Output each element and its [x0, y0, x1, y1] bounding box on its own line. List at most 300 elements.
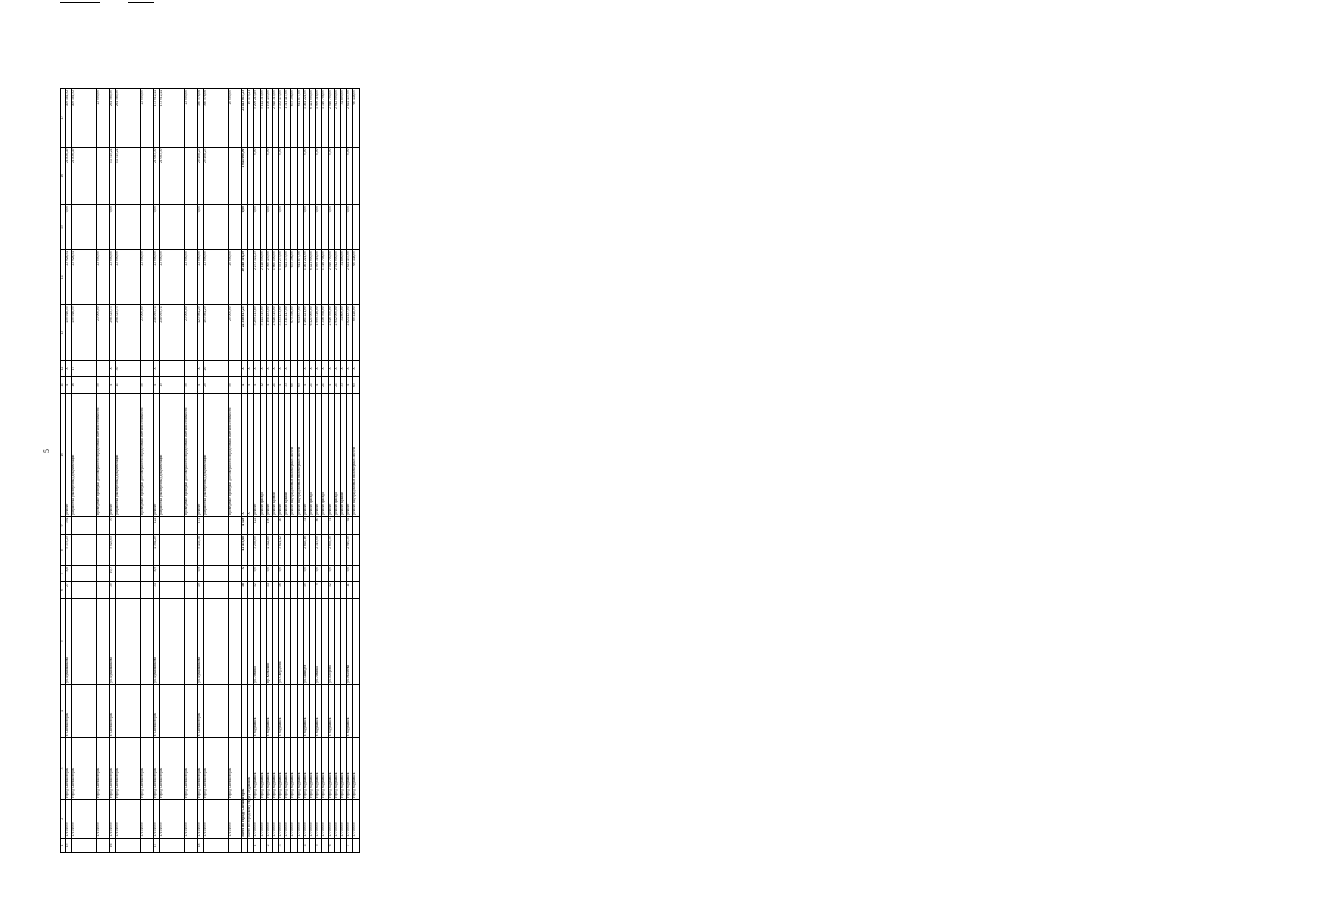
table-cell: 21: [334, 377, 340, 393]
table-cell: ремонт: [316, 393, 322, 516]
table-cell: 0,00: [316, 204, 322, 249]
table-cell: г. Снежногорск: [197, 684, 203, 737]
table-cell: 2 946 700,00: [328, 305, 334, 360]
table-cell: X: [328, 360, 334, 376]
table-cell: 23 000,00: [153, 250, 159, 305]
table-cell: X: [241, 360, 247, 376]
table-cell: 0,00: [153, 204, 159, 249]
table-cell: город Мурманск: [266, 738, 272, 800]
table-cell: 20 408,23: [203, 147, 228, 204]
table-cell: 0,00: [241, 204, 247, 249]
table-cell: 2 910,30: [347, 535, 353, 566]
table-cell: 2 912 000,00: [334, 89, 340, 148]
table-cell: 17705000: [291, 799, 297, 838]
column-number-header: 5: [61, 598, 66, 684]
table-cell: X: [353, 360, 359, 376]
table-cell: 5 209 213,89: [254, 305, 260, 360]
table-cell: 4 392,20: [153, 535, 159, 566]
table-cell: ремонт: [65, 393, 71, 516]
table-cell: 0,00: [266, 147, 272, 204]
table-cell: ремонт: [266, 393, 272, 516]
table-cell: [228, 516, 241, 534]
table-cell: 9,0: [266, 565, 272, 581]
table-cell: 30: [115, 360, 140, 376]
table-cell: 1 311 417,00: [285, 305, 291, 360]
column-number-header: 14: [61, 250, 66, 305]
table-cell: 100: [266, 516, 272, 534]
table-cell: 172: [197, 516, 203, 534]
table-cell: 3 255,00: [254, 535, 260, 566]
table-cell: 17705000: [297, 799, 303, 838]
table-cell: ул. Егорова: [328, 598, 334, 684]
table-cell: 6: [328, 838, 334, 852]
table-cell: X: [241, 393, 247, 516]
table-cell: 23 000,00: [184, 305, 197, 360]
table-cell: 1: [254, 838, 260, 852]
table-cell: ремонт: [109, 393, 115, 516]
table-cell: [159, 360, 184, 376]
table-cell: X: [109, 360, 115, 376]
table-cell: 21: [272, 377, 278, 393]
table-cell: 122: [153, 516, 159, 534]
table-cell: 0,00: [303, 147, 309, 204]
table-cell: [140, 598, 153, 684]
table-cell: 17: [153, 838, 159, 852]
repair-program-table: [60, 88, 360, 853]
table-cell: ремонт фасада: [322, 393, 328, 516]
table-cell: 50: [96, 377, 109, 393]
table-cell: 50: [228, 377, 241, 393]
table-cell: 9,0: [328, 565, 334, 581]
table-cell: ремонт фасада: [334, 393, 340, 516]
table-cell: [184, 565, 197, 581]
table-cell: X: [266, 377, 272, 393]
table-cell: ремонт: [328, 393, 334, 516]
table-cell: 2 948 315,00: [272, 89, 278, 148]
table-cell: 17705000: [279, 799, 285, 838]
table-cell: 12: [254, 582, 260, 598]
table-cell: ул. Шмидта: [303, 598, 309, 684]
table-cell: ул. Бумажникова: [109, 598, 115, 684]
table-cell: 70: [109, 516, 115, 534]
table-cell: 360 576,06: [203, 89, 228, 148]
table-cell: [184, 684, 197, 737]
column-number-header: 13: [61, 305, 66, 360]
table-cell: 23 000,00: [140, 250, 153, 305]
table-cell: 11: [115, 377, 140, 393]
table-cell: 4: [303, 838, 309, 852]
table-cell: город Мурманск: [254, 738, 260, 800]
table-cell: город Мурманск: [347, 738, 353, 800]
table-cell: г. Снежногорск: [109, 684, 115, 737]
table-cell: 23 000,00: [159, 250, 184, 305]
table-cell: 0,00: [266, 204, 272, 249]
table-cell: [115, 565, 140, 581]
table-cell: город Мурманск: [260, 738, 266, 800]
table-cell: [228, 582, 241, 598]
table-cell: 9,0: [347, 565, 353, 581]
page-number: 5: [42, 449, 51, 453]
table-cell: 0,00: [303, 204, 309, 249]
table-cell: [140, 838, 153, 852]
column-number-header: 2: [61, 799, 66, 838]
table-cell: 20 000,00: [228, 250, 241, 305]
table-cell: ремонт внутридомовых инженерных систем: [291, 393, 297, 516]
document-page: [0, 0, 640, 905]
table-cell: 405 181,52: [65, 89, 71, 148]
table-cell: ремонт: [303, 393, 309, 516]
table-cell: 14 745,24: [115, 147, 140, 204]
table-cell: ул. Ленина: [316, 598, 322, 684]
table-cell: X: [303, 377, 309, 393]
table-cell: [203, 204, 228, 249]
table-cell: [184, 204, 197, 249]
table-cell: 21 083,30: [153, 147, 159, 204]
table-cell: ремонт: [254, 393, 260, 516]
table-cell: город Мурманск: [340, 738, 346, 800]
table-cell: 2 912 000,00: [334, 305, 340, 360]
table-cell: г. Мурманск: [328, 684, 334, 737]
table-cell: 261 580,50: [115, 89, 140, 148]
table-cell: [228, 838, 241, 852]
table-cell: 3 333 473,00: [279, 89, 285, 148]
table-cell: [184, 535, 197, 566]
table-cell: [353, 582, 359, 598]
table-cell: 34 800,00: [340, 305, 346, 360]
table-cell: 0,00: [109, 204, 115, 249]
table-cell: город Снежногорск: [65, 738, 71, 800]
table-cell: 23 000,00: [184, 250, 197, 305]
table-cell: 298 325,73: [109, 305, 115, 360]
table-cell: [96, 360, 109, 376]
table-cell: [96, 598, 109, 684]
table-cell: [184, 598, 197, 684]
table-cell: [96, 684, 109, 737]
table-cell: 0,00: [254, 147, 260, 204]
table-cell: 5 144 315,00: [260, 305, 266, 360]
table-cell: ул. Бумажникова: [197, 598, 203, 684]
table-cell: город Снежногорск: [228, 738, 241, 800]
table-cell: город Мурманск: [285, 738, 291, 800]
table-row: [96, 89, 109, 853]
table-cell: X: [266, 360, 272, 376]
table-cell: 12: [328, 582, 334, 598]
table-cell: 17705000: [272, 799, 278, 838]
table-cell: 122: [254, 516, 260, 534]
table-cell: 17101000: [228, 799, 241, 838]
table-cell: 5 209 213,89: [254, 89, 260, 148]
table-cell: г. Мурманск: [254, 684, 260, 737]
table-cell: 17101000: [153, 799, 159, 838]
column-number-header: 16: [61, 147, 66, 204]
table-cell: город Мурманск: [303, 738, 309, 800]
table-cell: проведение проверки достоверности определения сметной стоимости: [96, 393, 109, 516]
table-cell: 2 946 700,00: [328, 250, 334, 305]
table-row: [140, 89, 153, 853]
table-cell: [140, 565, 153, 581]
table-cell: 92: [347, 516, 353, 534]
table-cell: X: [197, 360, 203, 376]
table-cell: [184, 838, 197, 852]
table-cell: 261 580,50: [109, 89, 115, 148]
table-cell: [184, 147, 197, 204]
table-cell: 218 095,74: [159, 305, 184, 360]
table-cell: X: [310, 360, 316, 376]
table-cell: ул. Рылеева: [347, 598, 353, 684]
table-cell: город Мурманск: [279, 738, 285, 800]
table-cell: [140, 582, 153, 598]
table-cell: X: [241, 565, 247, 581]
table-cell: [96, 147, 109, 204]
table-cell: [140, 535, 153, 566]
table-cell: г. Снежногорск: [65, 684, 71, 737]
table-cell: [96, 838, 109, 852]
table-cell: 17705000: [334, 799, 340, 838]
table-cell: разработка (экспертизы) документации: [203, 393, 228, 516]
table-cell: 65: [297, 377, 303, 393]
table-cell: разработка (экспертизы) документации: [159, 393, 184, 516]
table-cell: 21: [310, 377, 316, 393]
table-cell: город Мурманск: [272, 738, 278, 800]
table-cell: 17101000: [203, 799, 228, 838]
column-number-header: 15: [61, 204, 66, 249]
table-cell: 17705000: [260, 799, 266, 838]
table-cell: 675 396,00: [291, 305, 297, 360]
table-cell: 23 000,00: [109, 250, 115, 305]
table-cell: ремонт внутридомовых инженерных систем: [297, 393, 303, 516]
table-cell: [159, 598, 184, 684]
table-cell: 1 311 417,00: [285, 89, 291, 148]
table-cell: 2 912 000,00: [334, 250, 340, 305]
table-row: [353, 89, 359, 853]
table-cell: 17705000: [303, 799, 309, 838]
table-cell: [228, 147, 241, 204]
table-cell: 405 181,52: [71, 89, 96, 148]
table-cell: 1 999 316,00: [316, 89, 322, 148]
table-cell: 15: [65, 838, 71, 852]
table-cell: 33: [285, 377, 291, 393]
table-cell: 9: [316, 582, 322, 598]
table-cell: [228, 684, 241, 737]
table-cell: [353, 204, 359, 249]
table-cell: 4 329: [241, 516, 247, 534]
table-cell: 31: [303, 516, 309, 534]
table-cell: 17101000: [109, 799, 115, 838]
table-cell: 614 877,00: [297, 250, 303, 305]
table-cell: 74: [328, 516, 334, 534]
table-cell: ремонт фасада: [310, 393, 316, 516]
table-cell: X: [328, 377, 334, 393]
table-cell: [184, 582, 197, 598]
table-cell: 17101000: [96, 799, 109, 838]
table-cell: ремонт крыши: [285, 393, 291, 516]
table-cell: [228, 565, 241, 581]
table-cell: X: [153, 377, 159, 393]
table-cell: ремонт фасада: [260, 393, 266, 516]
table-cell: 5 435,38: [197, 535, 203, 566]
table-cell: 3: [279, 838, 285, 852]
table-cell: X: [65, 377, 71, 393]
table-cell: X: [254, 360, 260, 376]
table-cell: г. Мурманск: [316, 684, 322, 737]
table-row: [203, 89, 228, 853]
table-cell: 20: [203, 360, 228, 376]
table-row: [71, 89, 96, 853]
table-cell: 5 144 315,00: [260, 89, 266, 148]
table-cell: 17101000: [115, 799, 140, 838]
table-cell: [115, 516, 140, 534]
table-cell: 4 108 453,00: [266, 89, 272, 148]
table-cell: 23 000,00: [203, 250, 228, 305]
table-cell: 614 877,00: [297, 89, 303, 148]
table-cell: 624 375,00: [285, 250, 291, 305]
table-cell: [96, 516, 109, 534]
table-cell: 23 000,00: [96, 250, 109, 305]
table-cell: [159, 838, 184, 852]
table-cell: [71, 516, 96, 534]
table-cell: [71, 535, 96, 566]
table-cell: [96, 565, 109, 581]
table-cell: 23 000,00: [96, 305, 109, 360]
table-cell: 19: [197, 582, 203, 598]
table-cell: 0,00: [347, 147, 353, 204]
table-cell: [71, 565, 96, 581]
table-cell: 9,0: [279, 565, 285, 581]
table-cell: 23 928,54: [71, 250, 96, 305]
table-cell: город Снежногорск: [115, 738, 140, 800]
table-cell: [115, 684, 140, 737]
table-cell: 173 012,44: [153, 89, 159, 148]
column-number-header: 7: [61, 565, 66, 581]
table-cell: 1 999 316,00: [316, 305, 322, 360]
table-cell: город Снежногорск: [109, 738, 115, 800]
table-cell: [353, 516, 359, 534]
table-cell: [140, 684, 153, 737]
table-cell: [228, 535, 241, 566]
table-cell: город Мурманск: [322, 738, 328, 800]
table-cell: 2 824 437,00: [347, 305, 353, 360]
table-cell: 2 693,30: [328, 535, 334, 566]
table-cell: X: [279, 360, 285, 376]
table-cell: 1 316 708,00: [322, 250, 328, 305]
table-cell: 675 396,00: [291, 89, 297, 148]
table-cell: 423 984,29: [197, 305, 203, 360]
table-cell: 17101000: [197, 799, 203, 838]
table-cell: X: [316, 360, 322, 376]
column-number-header: 1: [61, 838, 66, 852]
table-cell: 17705000: [328, 799, 334, 838]
table-cell: [203, 838, 228, 852]
table-cell: 23 928,54: [65, 250, 71, 305]
table-cell: 10: [303, 582, 309, 598]
table-cell: 17101000: [184, 799, 197, 838]
table-cell: 16: [279, 582, 285, 598]
table-cell: 0,00: [254, 204, 260, 249]
table-cell: 16: [109, 838, 115, 852]
table-cell: город Снежногорск: [140, 738, 153, 800]
table-cell: 173 012,44: [159, 89, 184, 148]
table-cell: 675 396,00: [291, 250, 297, 305]
table-cell: 6 421 000,00: [310, 305, 316, 360]
table-cell: 0,00: [65, 204, 71, 249]
table-cell: [353, 838, 359, 852]
table-cell: г. Мурманск: [303, 684, 309, 737]
table-cell: 20 000,00: [228, 305, 241, 360]
table-cell: 8,8: [65, 565, 71, 581]
table-cell: 80: [316, 516, 322, 534]
table-cell: 7: [347, 838, 353, 852]
table-cell: X: [109, 377, 115, 393]
table-cell: 0,00: [328, 204, 334, 249]
table-cell: 2 148 050,00: [260, 250, 266, 305]
table-cell: 20 000,00: [228, 89, 241, 148]
column-number-header: 9: [61, 516, 66, 534]
table-cell: X: [285, 360, 291, 376]
table-cell: 27: [65, 582, 71, 598]
table-cell: X: [272, 360, 278, 376]
table-cell: разработка (экспертизы) документации: [71, 393, 96, 516]
table-cell: X: [347, 377, 353, 393]
scan-mark: [128, 2, 154, 3]
table-cell: 50: [140, 377, 153, 393]
column-number-header: 4: [61, 684, 66, 737]
table-cell: 17101000: [140, 799, 153, 838]
table-cell: 11: [347, 582, 353, 598]
table-cell: 5 025,05: [109, 535, 115, 566]
table-cell: [159, 565, 184, 581]
table-cell: разработка (экспертизы) документации: [115, 393, 140, 516]
table-cell: 1 461 221,00: [303, 89, 309, 148]
table-cell: [353, 598, 359, 684]
table-cell: X: [316, 377, 322, 393]
table-cell: 23 000,00: [115, 250, 140, 305]
table-cell: 2 824 437,00: [347, 89, 353, 148]
rotated-table-container: [60, 88, 635, 853]
table-cell: 41 475,68: [241, 535, 247, 566]
table-cell: 23 000,00: [140, 89, 153, 148]
table-cell: 3 333 473,00: [279, 305, 285, 360]
table-cell: город Снежногорск: [203, 738, 228, 800]
table-cell: 40: [279, 516, 285, 534]
table-cell: 21 836,49: [65, 147, 71, 204]
table-cell: 403 984,29: [203, 305, 228, 360]
table-cell: [115, 838, 140, 852]
table-cell: 450 946,55: [71, 305, 96, 360]
table-cell: X: [248, 377, 254, 393]
column-number-header: 12: [61, 360, 66, 376]
table-cell: город Снежногорск: [71, 738, 96, 800]
table-cell: 20 408,23: [197, 147, 203, 204]
table-cell: X: [241, 377, 247, 393]
table-cell: [353, 684, 359, 737]
table-cell: 15: [159, 377, 184, 393]
table-cell: [71, 204, 96, 249]
table-cell: 2 948 315,00: [272, 305, 278, 360]
table-cell: 16: [71, 377, 96, 393]
table-cell: 2: [266, 838, 272, 852]
table-cell: 23 000,00: [197, 250, 203, 305]
table-cell: проведение проверки достоверности определения сметной стоимости: [228, 393, 241, 516]
table-cell: город Мурманск: [291, 738, 297, 800]
table-cell: X: [248, 360, 254, 376]
table-cell: [203, 565, 228, 581]
table-cell: пр. Кольский: [266, 598, 272, 684]
table-cell: 17101000: [159, 799, 184, 838]
table-cell: X: [347, 360, 353, 376]
table-cell: ремонт: [153, 393, 159, 516]
table-cell: 1 045 000,00: [241, 147, 247, 204]
table-cell: X: [197, 377, 203, 393]
